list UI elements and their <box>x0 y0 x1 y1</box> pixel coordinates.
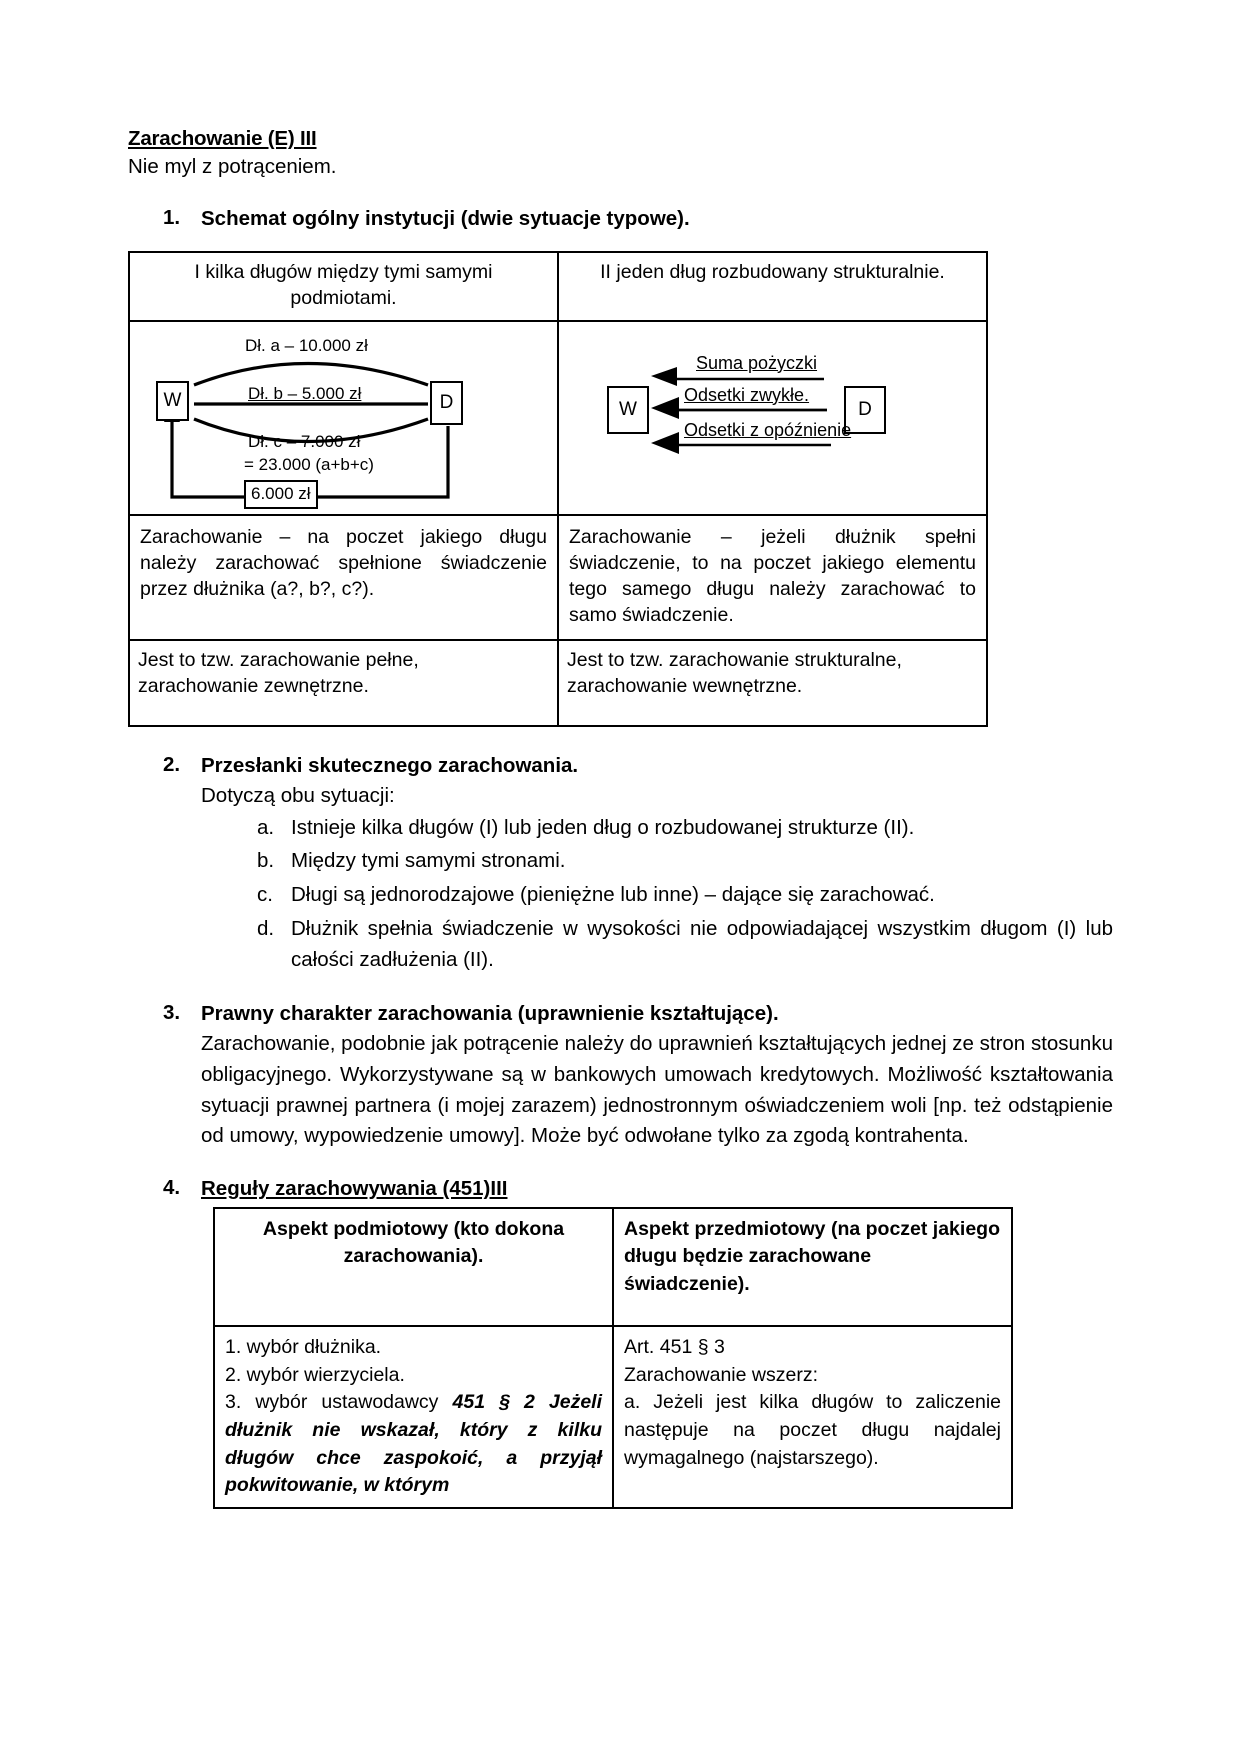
section-2 <box>128 753 1113 975</box>
rules-header-right: Aspekt przedmiotowy (na poczet jakiego długu będzie zarachowane świadczenie). <box>613 1208 1012 1326</box>
list-item <box>257 880 1113 911</box>
section-1 <box>128 206 1113 233</box>
rules-left-item-2: 2. wybór wierzyciela. <box>225 1363 405 1386</box>
debt-c-label: Dł. c – 7.000 zł <box>248 431 361 451</box>
arrow-label-late-interest: Odsetki z opóźnienie <box>684 419 852 440</box>
name-left-line2: zarachowanie zewnętrzne. <box>138 675 369 698</box>
section-4-number: 4. <box>163 1176 181 1200</box>
list-item <box>257 846 1113 877</box>
schema-header-right: II jeden dług rozbudowany strukturalnie. <box>558 252 987 321</box>
table-row-names <box>129 640 987 727</box>
node-w-right <box>607 386 649 434</box>
list-item-letter: c. <box>257 883 273 907</box>
table-row-definitions <box>129 515 987 640</box>
name-right-line1: Jest to tzw. zarachowanie strukturalne, <box>567 648 902 671</box>
section-3-number: 3. <box>163 1001 181 1025</box>
list-item-letter: d. <box>257 916 275 940</box>
arrow-label-loan-sum: Suma pożyczki <box>696 352 818 373</box>
name-right-line2: zarachowanie wewnętrzne. <box>567 675 803 698</box>
rules-header-left: Aspekt podmiotowy (kto dokona zarachowania). <box>214 1208 613 1326</box>
section-1-heading: Schemat ogólny instytucji (dwie sytuacje typowe). <box>201 207 690 231</box>
name-left-line1: Jest to tzw. zarachowanie pełne, <box>138 648 419 671</box>
name-right <box>558 640 987 727</box>
rules-table <box>213 1207 1013 1509</box>
list-item-text: Między tymi samymi stronami. <box>291 849 566 873</box>
list-item-text: Istnieje kilka długów (I) lub jeden dług o rozbudowanej strukturze (II). <box>291 815 915 839</box>
arrow-label-ordinary-interest: Odsetki zwykłe. <box>684 384 810 405</box>
table-row-headers <box>214 1208 1012 1326</box>
section-3-body: Zarachowanie, podobnie jak potrącenie należy do uprawnień kształtujących jednej ze stron stosunku obligacyjnego. Wykorzystywane są w bankowych umowach kredytowych. Możliwość kształtowania sytuacji prawnej partnera (i mojej zarazem) jednostronnym oświadczeniem woli [np. też odstąpienie od umowy, wypowiedzenie umowy]. Może być odwołane tylko za zgodą kontrahenta. <box>201 1032 1113 1148</box>
list-item <box>257 813 1113 844</box>
payment-amount-box: 6.000 zł <box>244 480 318 510</box>
rules-left-item-3-plain: 3. wybór ustawodawcy <box>225 1391 453 1414</box>
page-title: Zarachowanie (E) III <box>128 127 317 150</box>
rules-cell-right <box>613 1326 1012 1508</box>
list-item-text: Długi są jednorodzajowe (pieniężne lub inne) – dające się zarachować. <box>291 883 935 907</box>
section-4 <box>128 1176 1113 1509</box>
section-4-heading: Reguły zarachowywania (451)III <box>201 1177 508 1201</box>
node-d-left-label: D <box>439 391 454 413</box>
diagram-structured-debt <box>559 322 986 514</box>
list-item <box>257 914 1113 976</box>
schema-table <box>128 251 988 728</box>
node-w-left-label: W <box>163 389 182 411</box>
section-2-intro: Dotyczą obu sytuacji: <box>201 784 395 808</box>
node-d-right-label: D <box>858 398 872 420</box>
section-2-heading: Przesłanki skutecznego zarachowania. <box>201 754 579 778</box>
diagram-cell-right <box>558 321 987 515</box>
list-item-text: Dłużnik spełnia świadczenie w wysokości nie odpowiadającej wszystkim długom (I) lub całości zadłużenia (II). <box>291 916 1113 971</box>
rules-right-rule-a: a. Jeżeli jest kilka długów to zaliczenie następuje na poczet długu najdalej wymagalnego (najstarszego). <box>624 1391 1001 1469</box>
debt-a-label: Dł. a – 10.000 zł <box>245 335 368 355</box>
table-row-diagrams <box>129 321 987 515</box>
table-row-headers <box>129 252 987 321</box>
rules-cell-left <box>214 1326 613 1508</box>
debt-b-label: Dł. b – 5.000 zł <box>248 383 362 403</box>
node-w-left <box>156 381 189 421</box>
section-3-heading: Prawny charakter zarachowania (uprawnienie kształtujące). <box>201 1002 779 1026</box>
list-item-letter: a. <box>257 815 275 839</box>
section-3 <box>128 1001 1113 1152</box>
diagram-cell-left <box>129 321 558 515</box>
rules-left-item-1: 1. wybór dłużnika. <box>225 1335 382 1358</box>
rules-right-subtitle: Zarachowanie wszerz: <box>624 1363 818 1386</box>
schema-header-left: I kilka długów między tymi samymi podmiotami. <box>129 252 558 321</box>
name-left <box>129 640 558 727</box>
definition-right: Zarachowanie – jeżeli dłużnik spełni świadczenie, to na poczet jakiego elementu tego samego długu należy zarachować to samo świadczenie. <box>558 515 987 640</box>
rules-left-item-3-citation: 451 § 2 Jeżeli dłużnik nie wskazał, który z kilku długów chce zaspokoić, a przyjął pokwitowanie, w którym <box>225 1391 602 1497</box>
diagram-multiple-debts <box>130 322 557 514</box>
section-1-number: 1. <box>163 206 181 230</box>
node-d-left <box>430 381 463 425</box>
debt-sum-label: = 23.000 (a+b+c) <box>244 454 374 474</box>
section-2-list <box>257 813 1113 976</box>
page-subtitle: Nie myl z potrąceniem. <box>128 154 337 178</box>
table-row-body <box>214 1326 1012 1508</box>
list-item-letter: b. <box>257 849 275 873</box>
section-2-number: 2. <box>163 753 181 777</box>
document-content <box>128 126 1113 1509</box>
definition-left: Zarachowanie – na poczet jakiego długu należy zarachować spełnione świadczenie przez dłużnika (a?, b?, c?). <box>129 515 558 640</box>
node-w-right-label: W <box>619 398 637 420</box>
rules-right-article: Art. 451 § 3 <box>624 1335 725 1358</box>
